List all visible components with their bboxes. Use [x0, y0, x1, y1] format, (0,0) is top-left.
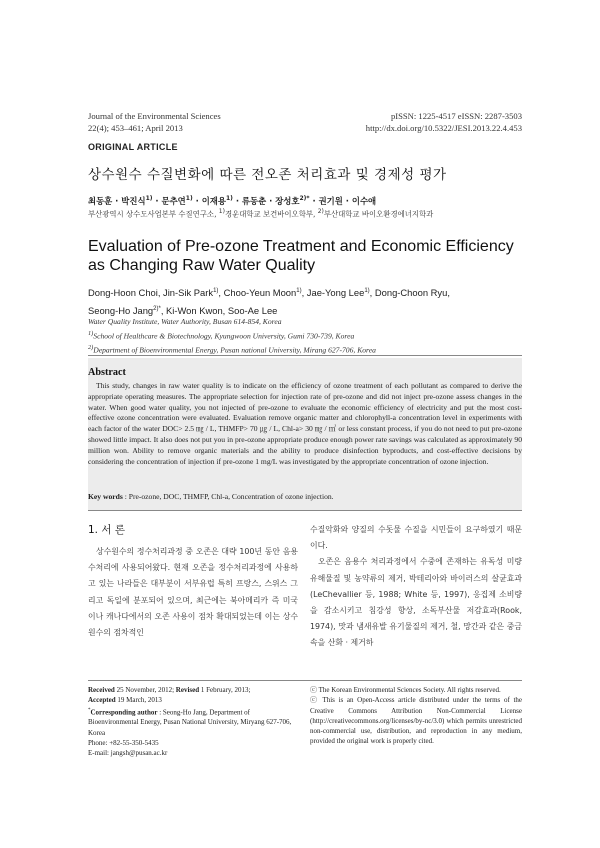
- phone: Phone: +82-55-350-5435: [88, 738, 159, 747]
- license-text: ⓒ This is an Open-Access article distributed under the terms of the Creative Commons Attribution Non-Commercial License (http://creativecommons.org/licenses/by-nc/3.0) which permits unrestricted non-commercial use, distribution, and reproduction in any medium, provided the original work is properly cited.: [310, 696, 522, 746]
- affiliation-line: $^{2)}$Department of Bioenvironmental Energy, Pusan national University, Mirang 627-706, Korea: [88, 343, 376, 355]
- abstract-bottom-rule: [88, 510, 522, 511]
- accepted-line: Accepted 19 March, 2013: [88, 696, 162, 705]
- corresponding-author: *Corresponding author : Seong-Ho Jang, Department of Bioenvironmental Energy, Pusan National University, Miryang 627-706, Korea: [88, 707, 292, 737]
- body-left-column: 상수원수의 정수처리과정 중 오존은 대략 100년 동안 음용수처리에 사용되어왔다. 현재 오존을 정수처리과정에 사용하고 있는 나라들은 대부분이 서부유럽 특히 프랑스, 스위스 그리고 독일에 분포되어 있으며, 최근에는 북아메리카 즉 미국이나 캐나다에서의 오존 사용이 점차 확대되었는데 이는 상수원수의 점차적인: [88, 547, 298, 638]
- dates-line: Received 25 November, 2012; Revised 1 February, 2013;: [88, 686, 251, 694]
- copyright-line: ⓒ The Korean Environmental Sciences Society. All rights reserved.: [310, 686, 501, 694]
- footnote-rule: [88, 680, 522, 681]
- keywords-text: : Pre-ozone, DOC, THMFP, Chl-a, Concentration of ozone injection.: [122, 492, 334, 501]
- affiliation-line: $^{1)}$School of Healthcare & Biotechnology, Kyungwoon University, Gumi 730-739, Korea: [88, 329, 355, 341]
- paragraph: 오존은 음용수 처리과정에서 수중에 존재하는 유독성 미량 유해물질 및 농약류의 제거, 박테리아와 바이러스의 살균효과(LeChevallier 등, 1988; White 등, 1997), 응집제 소비량을 감소시키고 침강성 향상, 소독부산물 저감효과(Rook, 1974), 맛과 냄새유발 유기물질의 제거, 철, 망간과 같은 중금속을 산화 · 제거하: [310, 557, 522, 648]
- article-history-footnote: [88, 685, 298, 758]
- article-type: ORIGINAL ARTICLE: [88, 142, 178, 152]
- keywords-label: Key words: [88, 492, 123, 501]
- section-heading: 1. 서 론: [88, 524, 125, 536]
- english-affiliations: [88, 316, 528, 356]
- volume-issue: 22(4); 453–461; April 2013: [88, 123, 183, 133]
- korean-authors: 최동훈 · 박진식$^{1)}$ · 문추연$^{1)}$ · 이재용$^{1)}$ · 류동춘 · 장성호$^{2)*}$ · 권기원 · 이수애: [88, 195, 377, 206]
- copyright-footnote: [310, 685, 522, 747]
- abstract-body: This study, changes in raw water quality is to indicate on the efficiency of ozone treatment of each pollutant as compared to derive the appropriate operating measures. The appropriate selection for injection rate of pre-ozone and did not inject pre-ozone assess changes in the water. When good water quality, you not injected of pre-ozone to evaluate the economic efficiency of electricity and put the most cost-effective ozone concentration were evaluated. Evaluation remove organic matter and chlorophyll-a concentration level in experiments with each factor of the water DOC> 2.5 ㎎ / L, THMFP> 70 ㎍ / L, Chl-a> 30 ㎎ / ㎥ or less constant process, if you do not need to put pre-ozone showed little impact. It also does not put you in pre-ozone appropriate produce enough power rate savings was calculated as approximately 90 million won. Ability to remove organic materials and the ability to produce disinfection byproducts, and cost-effective decisions by considering the concentration of injection if pre-ozone 1 mg/L was investigated by the appropriate concentration of ozone injection.: [88, 381, 522, 466]
- email[interactable]: E-mail: jangsh@pusan.ac.kr: [88, 749, 168, 758]
- journal-header-left: [88, 110, 221, 134]
- doi-link[interactable]: http://dx.doi.org/10.5322/JESI.2013.22.4.453: [365, 123, 522, 133]
- english-authors: Dong-Hoon Choi, Jin-Sik Park$^{1)}$, Choo-Yeun Moon$^{1)}$, Jae-Yong Lee$^{1)}$, Dong-Choon Ryu, Seong-Ho Jang$^{2)*}$, Ki-Won Kwon, Soo-Ae Lee: [88, 287, 450, 317]
- english-title: Evaluation of Pre-ozone Treatment and Economic Efficiency as Changing Raw Water Quality: [88, 238, 514, 274]
- abstract-heading: Abstract: [88, 367, 126, 378]
- issn: pISSN: 1225-4517 eISSN: 2287-3503: [390, 111, 522, 121]
- keywords: [88, 492, 522, 501]
- journal-name: Journal of the Environmental Sciences: [88, 111, 221, 121]
- abstract-top-rule: [88, 355, 522, 356]
- paragraph: 수질악화와 양질의 수돗물 수질을 시민들이 요구하였기 때문이다.: [310, 525, 522, 551]
- journal-header-right: [318, 110, 522, 134]
- korean-title: 상수원수 수질변화에 따른 전오존 처리효과 및 경제성 평가: [88, 167, 447, 183]
- korean-affiliation: 부산광역시 상수도사업본부 수질연구소, $^{1)}$경운대학교 보건바이오학부, $^{2)}$부산대학교 바이오환경에너지학과: [88, 208, 434, 219]
- affiliation-line: Water Quality Institute, Water Authority, Busan 614-854, Korea: [88, 317, 282, 326]
- body-right-column: [310, 522, 522, 652]
